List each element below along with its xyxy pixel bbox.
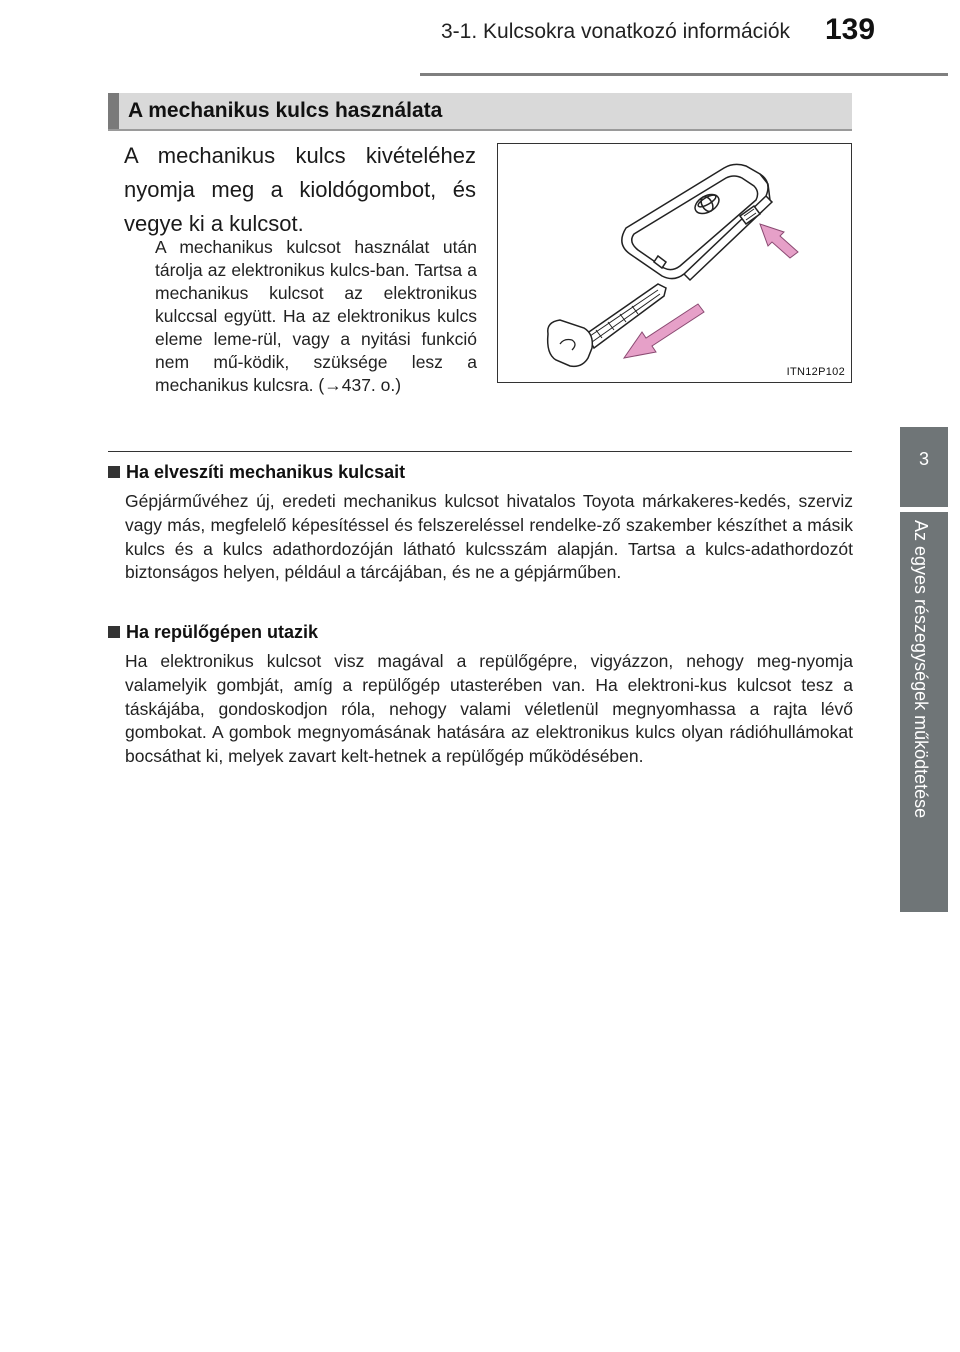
note-text-lost-keys: Gépjárművéhez új, eredeti mechanikus kulcsot hivatalos Toyota márkakeres-kedés, szerviz vagy más, megfelelő képesítéssel és felszereléssel rendelke-ző szakember készíthet a másik kulcs és a kulcs adathordozóján látható kulcsszám alapján. Tartsa a kulcs-adathordozót biztonságos helyen, például a tárcájában, és ne a gépjárműben.: [125, 491, 853, 583]
note-heading-text: Ha elveszíti mechanikus kulcsait: [126, 462, 406, 482]
running-header: 3-1. Kulcsokra vonatkozó információk: [441, 20, 790, 43]
section-heading-bar: [108, 93, 852, 131]
header-rule: [420, 73, 948, 76]
mechanical-key-drawing: [498, 144, 850, 381]
page-number: 139: [824, 13, 876, 46]
electronic-key-fob-icon: [622, 164, 772, 280]
chapter-tab-title: Az egyes részegységek működtetése: [911, 520, 931, 819]
note-heading-airplane: [108, 622, 318, 643]
bullet-square-icon: [108, 466, 120, 478]
intro-paragraph: A mechanikus kulcs kivételéhez nyomja meg a kioldógombot, és vegye ki a kulcsot.: [124, 143, 476, 236]
press-arrow-icon: [760, 224, 798, 258]
section-heading-accent: [108, 93, 119, 129]
chapter-tab-number: 3: [900, 427, 948, 507]
section-divider: [108, 451, 852, 452]
chapter-tab: [900, 512, 948, 912]
note-text-airplane: Ha elektronikus kulcsot visz magával a repülőgépre, vigyázzon, nehogy meg-nyomja valamelyik gombját, amíg a repülőgép utasterében van. Ha elektroni-kus kulcsot tesz a táskájába, gondoskodjon róla, nehogy valami véletlenül megnyomhassa a rajta lévő gombokat. A gombok megnyomásának hatására az elektronikus kulcs olyan rádióhullámokat bocsáthat ki, melyek zavart kelt-hetnek a repülőgép működésében.: [125, 651, 853, 767]
storage-note: A mechanikus kulcsot használat után tárolja az elektronikus kulcs-ban. Tartsa a mechanikus kulcsot az elektronikus kulccsal együtt. Ha az elektronikus kulcs eleme leme-rül, vagy a nyitási funkció nem mű-ködik, szüksége lesz a mechanikus kulcsra. (→437. o.): [155, 237, 477, 395]
note-heading-text: Ha repülőgépen utazik: [126, 622, 319, 642]
illustration-code: ITN12P102: [786, 366, 845, 378]
note-heading-lost-keys: [108, 462, 405, 483]
key-illustration: [497, 143, 852, 383]
section-title: A mechanikus kulcs használata: [128, 99, 443, 122]
mechanical-key-icon: [548, 284, 666, 366]
bullet-square-icon: [108, 626, 120, 638]
